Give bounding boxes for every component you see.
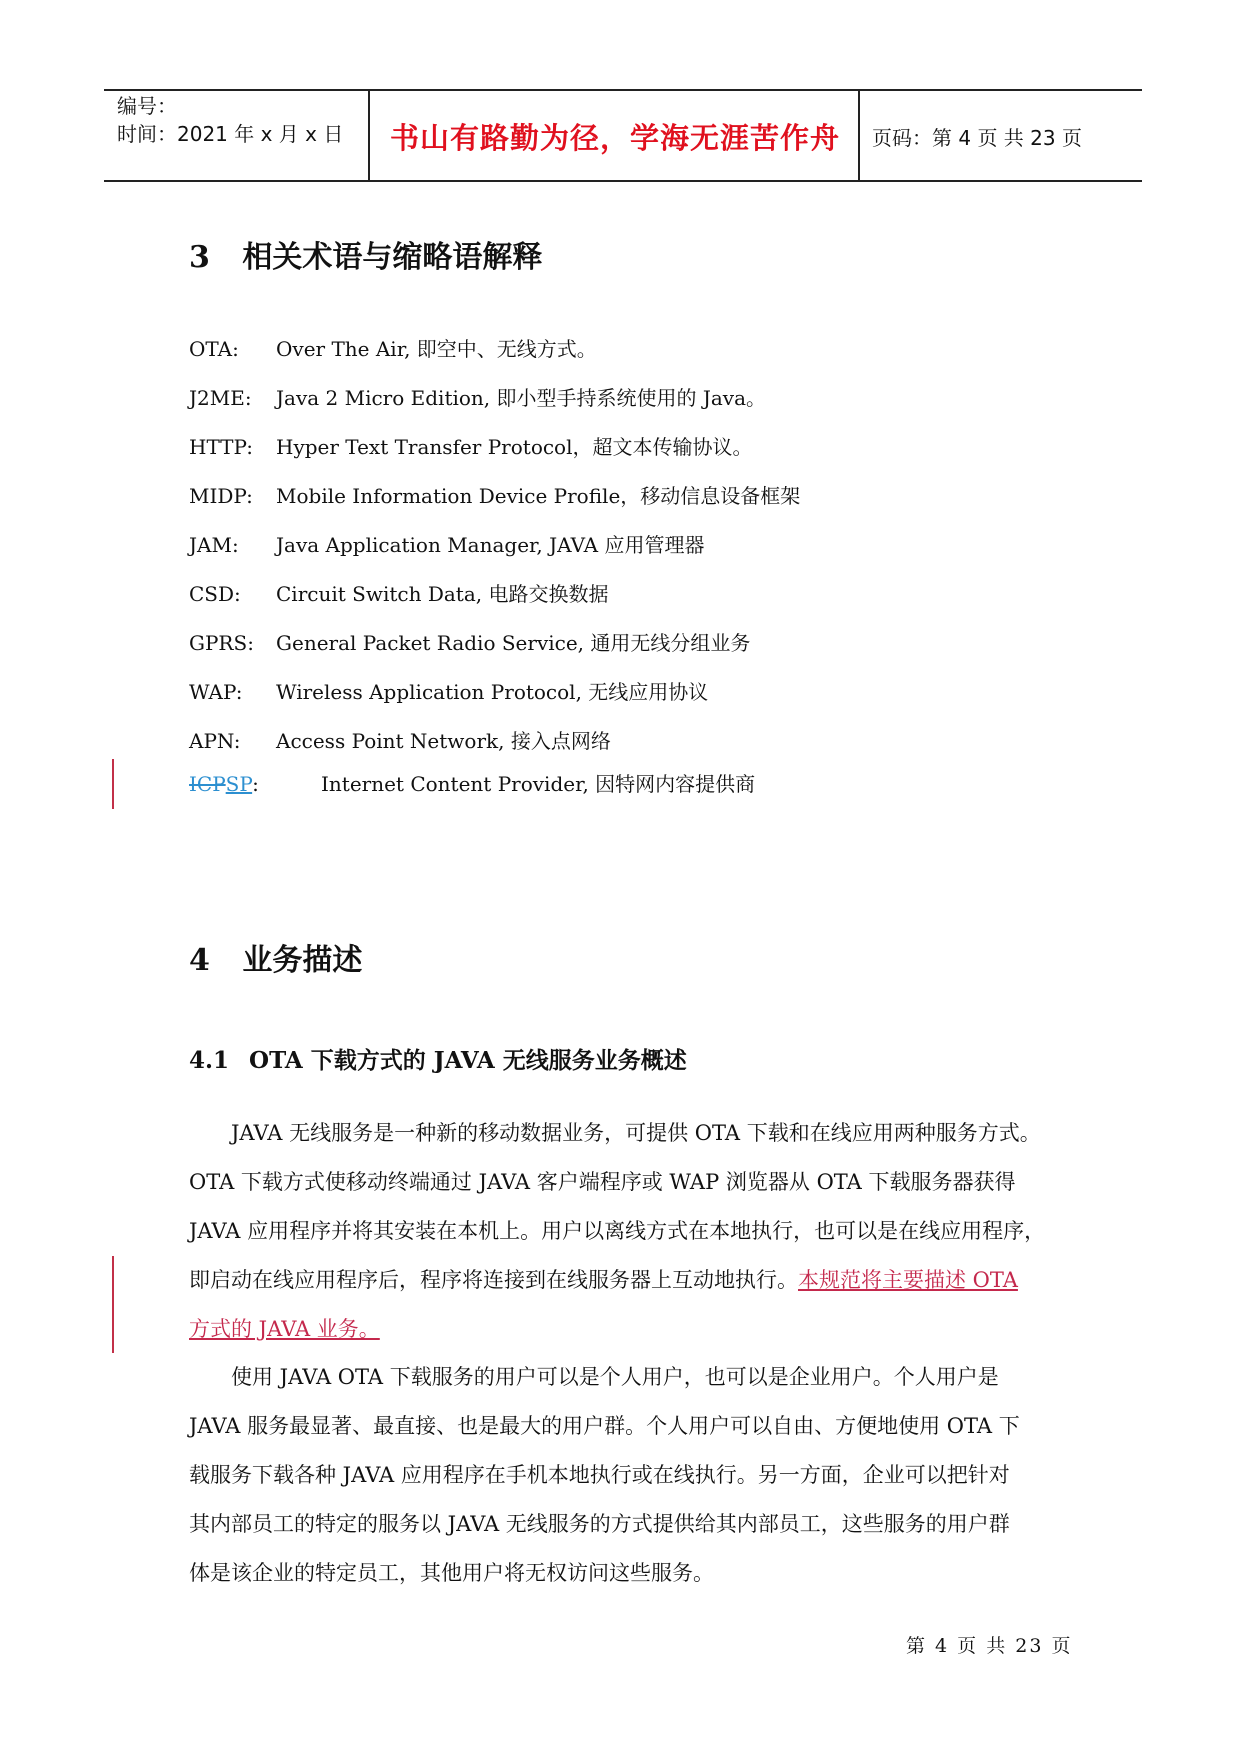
para-line: OTA 下载方式使移动终端通过 JAVA 客户端程序或 WAP 浏览器从 OTA 下载服务器获得	[189, 1170, 1016, 1194]
para-line: 体是该企业的特定员工，其他用户将无权访问这些服务。	[189, 1561, 714, 1585]
term-definition: Circuit Switch Data, 电路交换数据	[276, 582, 609, 606]
para-line: JAVA 服务最显著、最直接、也是最大的用户群。个人用户可以自由、方便地使用 OTA 下	[189, 1414, 1020, 1438]
term-abbr: WAP:	[189, 680, 243, 704]
section-title: 相关术语与缩略语解释	[242, 240, 543, 275]
term-abbr: MIDP:	[189, 484, 253, 508]
header-bottom-rule	[104, 180, 1142, 182]
tracked-insertion: 方式的 JAVA 业务。	[189, 1317, 380, 1341]
term-definition: Java 2 Micro Edition, 即小型手持系统使用的 Java。	[276, 386, 767, 410]
term-abbr: OTA:	[189, 337, 239, 361]
revision-bar	[112, 1256, 114, 1353]
inserted-text: SP	[225, 772, 253, 796]
tracked-insertion: 本规范将主要描述 OTA	[798, 1268, 1018, 1292]
para-line: JAVA 应用程序并将其安装在本机上。用户以离线方式在本地执行，也可以是在线应用程序，	[189, 1219, 1046, 1243]
para-line: 使用 JAVA OTA 下载服务的用户可以是个人用户，也可以是企业用户。个人用户是	[231, 1365, 999, 1389]
paragraph-1	[189, 1109, 1069, 1354]
term-abbr: JAM:	[189, 533, 239, 557]
term-definition: Java Application Manager, JAVA 应用管理器	[276, 533, 705, 557]
section-title: 业务描述	[242, 943, 363, 978]
subsection-title: OTA 下载方式的 JAVA 无线服务业务概述	[249, 1047, 687, 1074]
subsection-4-1-heading	[189, 1042, 687, 1075]
header-time-label: 时间：2021 年 x 月 x 日	[117, 122, 344, 146]
revision-bar	[112, 759, 114, 809]
term-definition: Mobile Information Device Profile，移动信息设备框架	[276, 484, 801, 508]
para-line: 其内部员工的特定的服务以 JAVA 无线服务的方式提供给其内部员工，这些服务的用户群	[189, 1512, 1010, 1536]
header-number-label: 编号：	[117, 94, 177, 118]
term-abbr	[189, 769, 259, 799]
term-definition: Over The Air, 即空中、无线方式。	[276, 337, 597, 361]
para-line: JAVA 无线服务是一种新的移动数据业务，可提供 OTA 下载和在线应用两种服务方式。	[231, 1121, 1041, 1145]
term-colon: :	[252, 772, 259, 796]
section-3-heading	[189, 232, 542, 276]
term-abbr: APN:	[189, 729, 241, 753]
header-divider	[368, 89, 370, 182]
term-abbr: GPRS:	[189, 631, 254, 655]
header-meta	[117, 92, 343, 148]
term-definition: General Packet Radio Service, 通用无线分组业务	[276, 631, 751, 655]
deleted-text: ICP	[189, 772, 226, 796]
subsection-number: 4.1	[189, 1047, 230, 1074]
term-definition: Wireless Application Protocol, 无线应用协议	[276, 680, 709, 704]
term-abbr: J2ME:	[189, 386, 252, 410]
para-line	[189, 1256, 1069, 1305]
term-definition: Hyper Text Transfer Protocol，超文本传输协议。	[276, 435, 753, 459]
header-divider	[858, 89, 860, 182]
para-text: 即启动在线应用程序后，程序将连接到在线服务器上互动地执行。	[189, 1268, 798, 1292]
section-number: 4	[189, 943, 210, 978]
term-definition: Access Point Network, 接入点网络	[276, 729, 611, 753]
para-line: 载服务下载各种 JAVA 应用程序在手机本地执行或在线执行。另一方面，企业可以把针对	[189, 1463, 1010, 1487]
para-line	[189, 1305, 1069, 1354]
term-abbr: CSD:	[189, 582, 241, 606]
header-page-label: 页码：第 4 页 共 23 页	[872, 126, 1082, 150]
term-definition: Internet Content Provider, 因特网内容提供商	[321, 772, 756, 796]
header-motto: 书山有路勤为径，学海无涯苦作舟	[390, 121, 841, 155]
section-4-heading	[189, 935, 362, 979]
section-number: 3	[189, 240, 210, 275]
page-footer: 第 4 页 共 23 页	[906, 1635, 1073, 1657]
paragraph-2	[189, 1353, 1069, 1598]
term-abbr: HTTP:	[189, 435, 253, 459]
header-top-rule	[104, 89, 1142, 91]
